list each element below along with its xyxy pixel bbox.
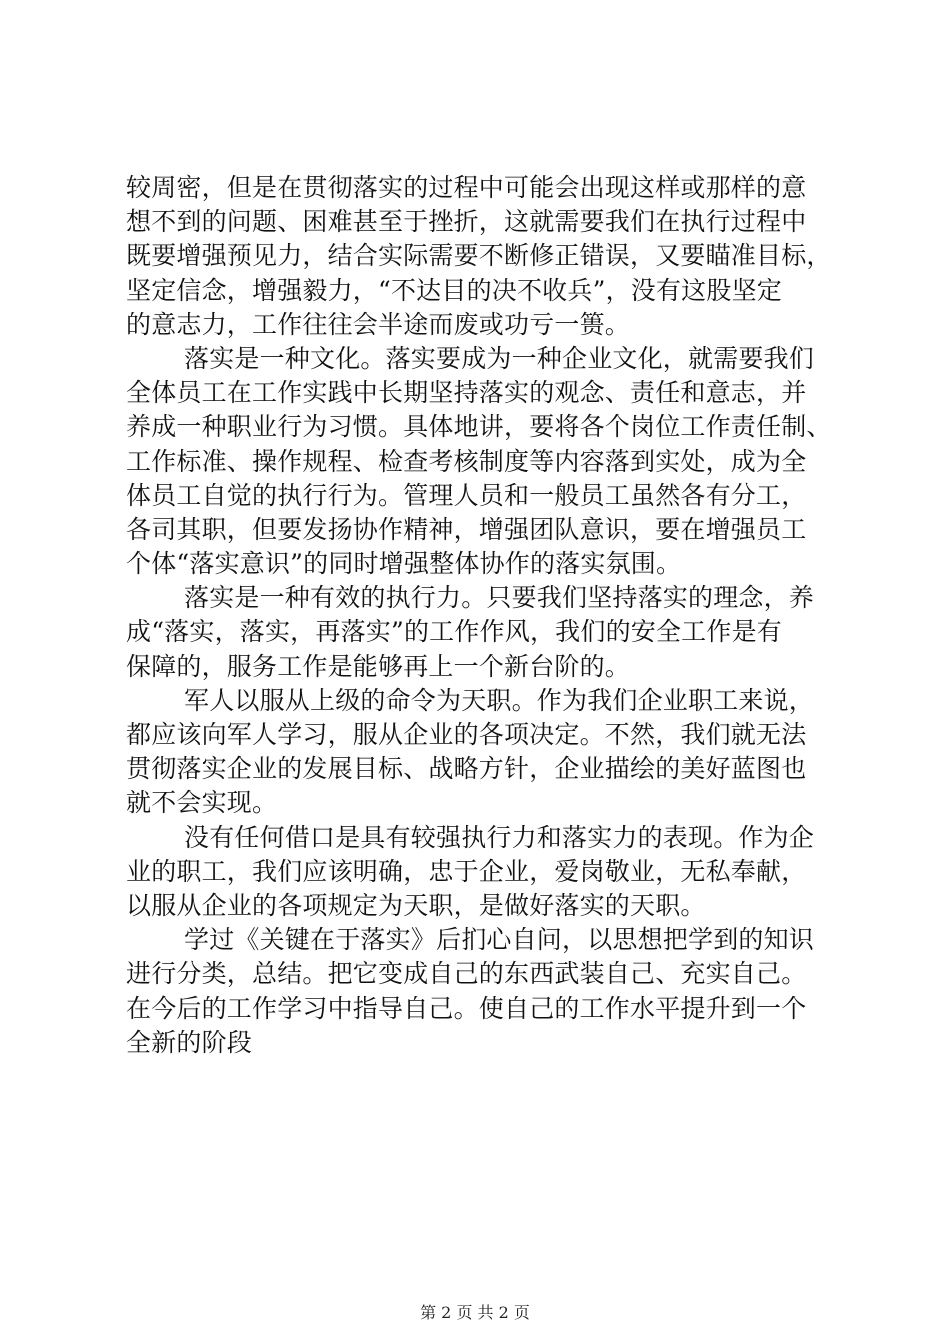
text-line: 个体“落实意识”的同时增强整体协作的落实氛围。 bbox=[126, 549, 682, 579]
body-text bbox=[126, 171, 834, 1060]
text-line: 养成一种职业行为习惯。具体地讲，要将各个岗位工作责任制、 bbox=[126, 412, 832, 442]
paragraph-first-line: 落实是一种有效的执行力。只要我们坚持落实的理念，养 bbox=[184, 583, 815, 613]
text-line: 就不会实现。 bbox=[126, 788, 278, 818]
text-line: 全体员工在工作实践中长期坚持落实的观念、责任和意志，并 bbox=[126, 378, 807, 408]
text-line: 坚定信念，增强毅力，“不达目的决不收兵”，没有这股坚定 bbox=[126, 275, 782, 305]
text-line: 成“落实，落实，再落实”的工作作风，我们的安全工作是有 bbox=[126, 617, 782, 647]
text-line: 各司其职，但要发扬协作精神，增强团队意识，要在增强员工 bbox=[126, 514, 807, 544]
text-line: 的意志力，工作往往会半途而废或功亏一篑。 bbox=[126, 309, 631, 339]
paragraph-first-line: 落实是一种文化。落实要成为一种企业文化，就需要我们 bbox=[184, 343, 815, 373]
paragraph-first-line: 没有任何借口是具有较强执行力和落实力的表现。作为企 bbox=[184, 822, 815, 852]
text-line: 保障的，服务工作是能够再上一个新台阶的。 bbox=[126, 651, 631, 681]
text-line: 贯彻落实企业的发展目标、战略方针，企业描绘的美好蓝图也 bbox=[126, 754, 807, 784]
text-line: 在今后的工作学习中指导自己。使自己的工作水平提升到一个 bbox=[126, 993, 807, 1023]
text-line: 以服从企业的各项规定为天职，是做好落实的天职。 bbox=[126, 890, 706, 920]
paragraph-first-line: 学过《关键在于落实》后扪心自问，以思想把学到的知识 bbox=[184, 925, 815, 955]
text-line: 工作标准、操作规程、检查考核制度等内容落到实处，成为全 bbox=[126, 446, 807, 476]
text-line: 业的职工，我们应该明确，忠于企业，爱岗敬业，无私奉献， bbox=[126, 856, 807, 886]
text-line: 想不到的问题、困难甚至于挫折，这就需要我们在执行过程中 bbox=[126, 207, 807, 237]
page-footer bbox=[0, 1303, 950, 1323]
text-line: 都应该向军人学习，服从企业的各项决定。不然，我们就无法 bbox=[126, 720, 807, 749]
text-line: 既要增强预见力，结合实际需要不断修正错误，又要瞄准目标， bbox=[126, 241, 832, 271]
text-line: 进行分类，总结。把它变成自己的东西武装自己、充实自己。 bbox=[126, 959, 807, 989]
text-line: 体员工自觉的执行行为。管理人员和一般员工虽然各有分工， bbox=[126, 480, 807, 510]
paragraph-first-line: 军人以服从上级的命令为天职。作为我们企业职工来说， bbox=[184, 685, 815, 715]
page-number-label: 第 2 页 共 2 页 bbox=[420, 1303, 530, 1322]
text-line: 较周密，但是在贯彻落实的过程中可能会出现这样或那样的意 bbox=[126, 173, 807, 202]
text-line: 全新的阶段 bbox=[126, 1027, 253, 1057]
